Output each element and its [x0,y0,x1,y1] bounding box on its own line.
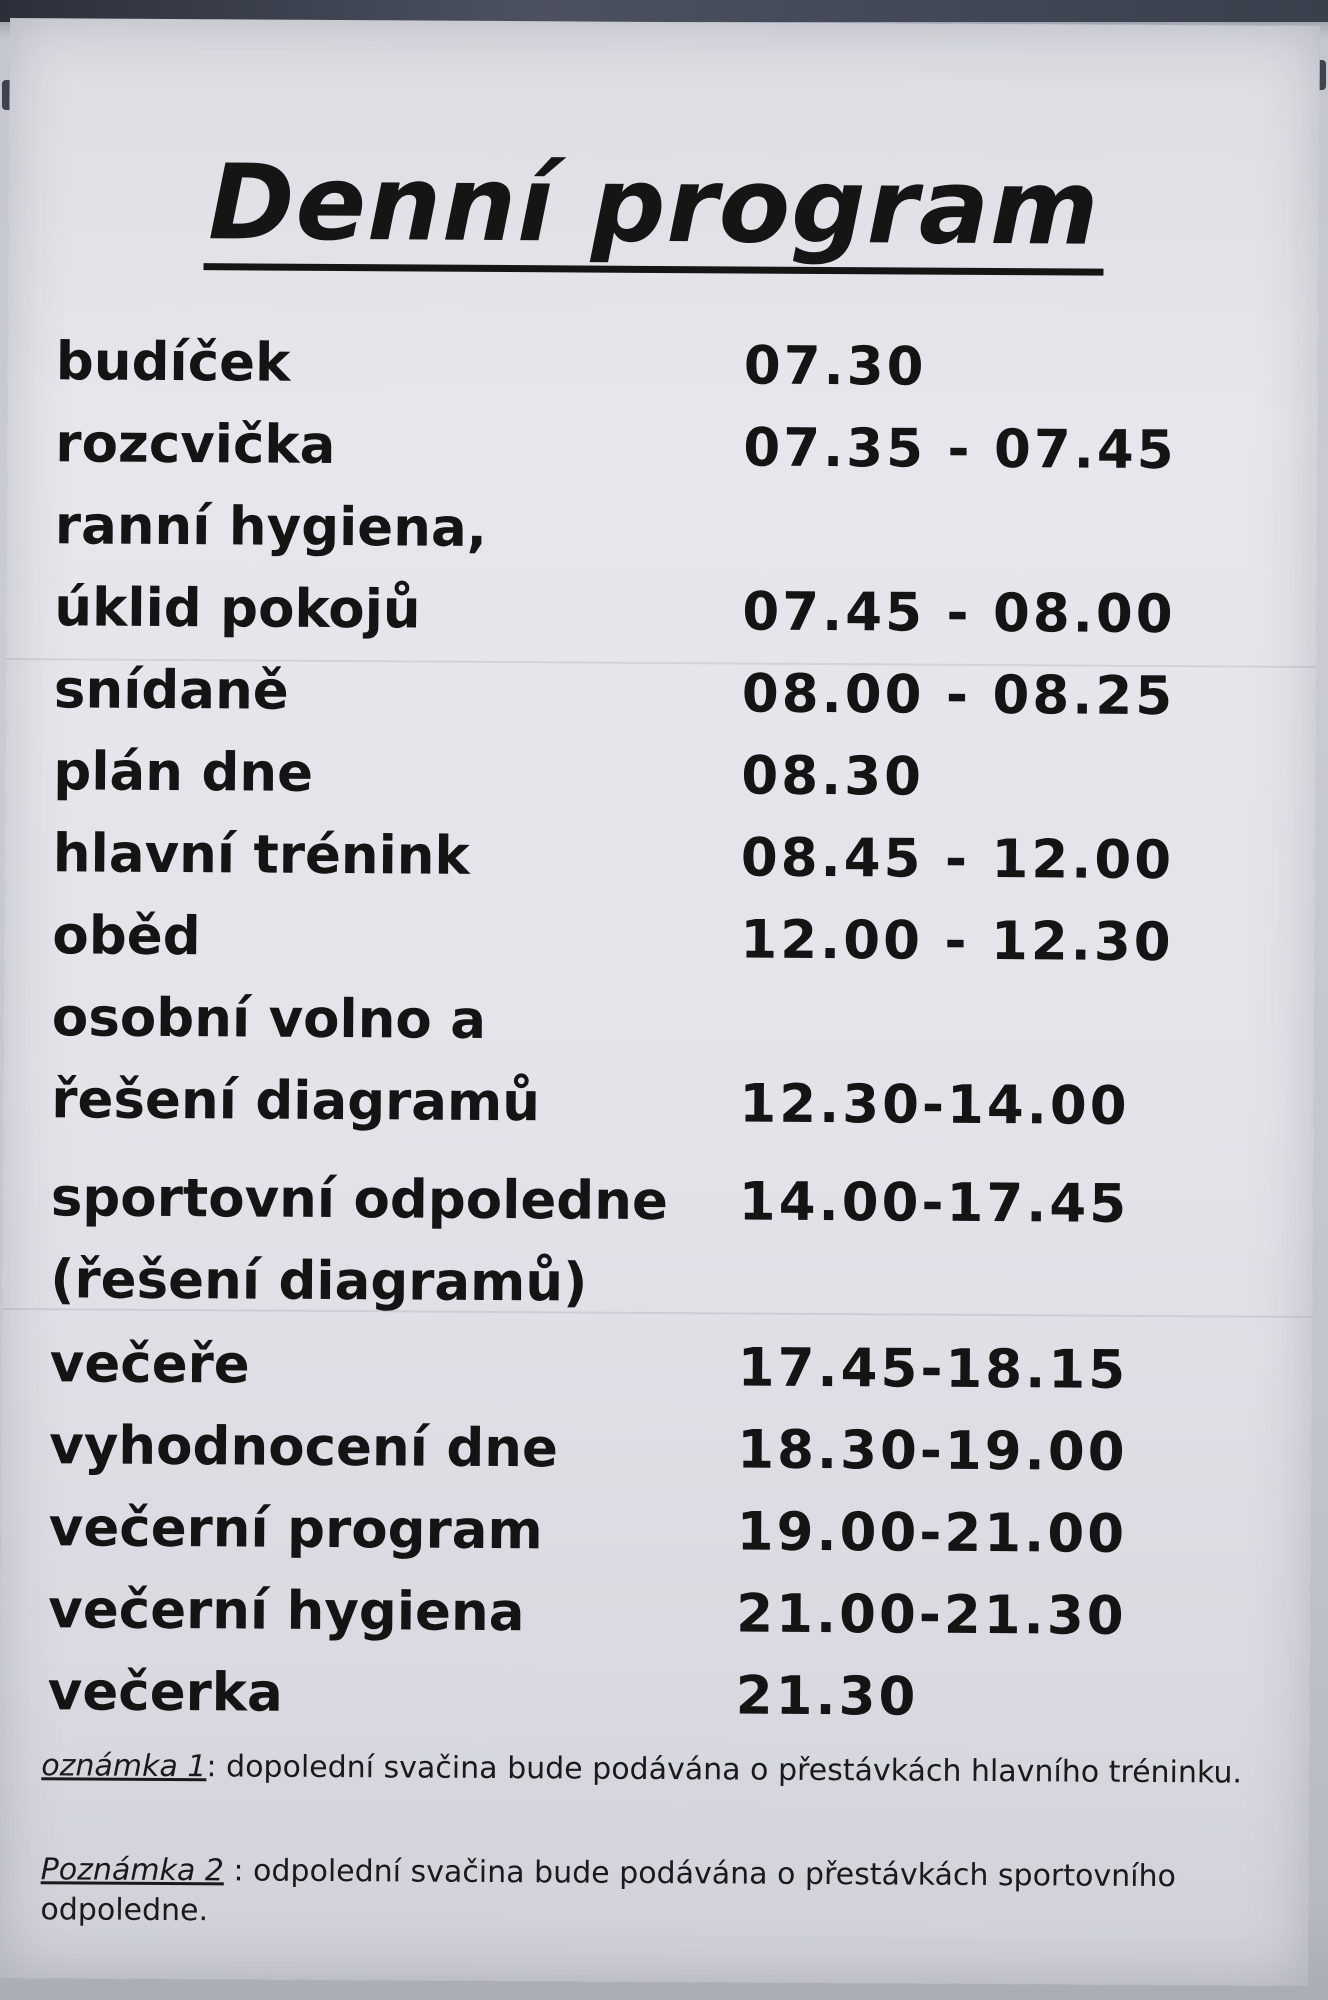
schedule-time: 07.35 - 07.45 [743,417,1177,482]
note-2-heading: Poznámka 2 [40,1852,225,1889]
schedule-time: 08.00 - 08.25 [741,663,1176,728]
note-1 [41,1746,1261,1793]
schedule-time: 19.00-21.00 [736,1501,1128,1565]
schedule-time: 08.45 - 12.00 [740,827,1175,892]
schedule-poster [0,18,1320,1986]
schedule-time: 21.00-21.30 [736,1583,1127,1647]
schedule-label: plán dne [53,741,314,804]
schedule-label: ranní hygiena, [54,495,488,559]
poster-title [8,140,1319,277]
schedule-time: 08.30 [741,745,925,808]
schedule-label: úklid pokojů [54,577,421,641]
schedule-label: večerní program [48,1497,543,1562]
schedule-label: řešení diagramů [51,1069,541,1134]
schedule-label: osobní volno a [51,987,487,1051]
schedule-time: 07.45 - 08.00 [742,581,1176,646]
schedule-time: 17.45-18.15 [737,1337,1129,1401]
schedule-label: sportovní odpoledne [50,1167,669,1233]
note-2 [40,1850,1260,1937]
schedule-time: 07.30 [743,335,927,398]
schedule-label: rozcvička [55,413,336,476]
title-text: Denní program [204,143,1104,275]
note-2-text: : odpolední svačina bude podávána o přestávkách sportovního odpoledne. [40,1853,1177,1929]
schedule-time: 14.00-17.45 [738,1171,1130,1235]
schedule-label: večeře [49,1333,250,1396]
schedule-time: 12.00 - 12.30 [740,909,1174,974]
schedule-label: večerka [47,1661,283,1724]
schedule-label: oběd [52,905,201,968]
schedule-time: 12.30-14.00 [739,1073,1130,1137]
schedule-label: vyhodnocení dne [49,1415,559,1480]
schedule-label: večerní hygiena [48,1579,525,1644]
schedule-label: hlavní trénink [52,823,470,887]
schedule-label: snídaně [53,659,289,722]
schedule-label: budíček [55,331,291,394]
note-1-heading: oznámka 1 [41,1748,207,1785]
note-1-text: : dopolední svačina bude podávána o přestávkách hlavního tréninku. [206,1749,1243,1791]
schedule-time: 21.30 [735,1665,919,1728]
schedule-label: (řešení diagramů) [50,1249,588,1314]
schedule-time: 18.30-19.00 [737,1419,1128,1483]
